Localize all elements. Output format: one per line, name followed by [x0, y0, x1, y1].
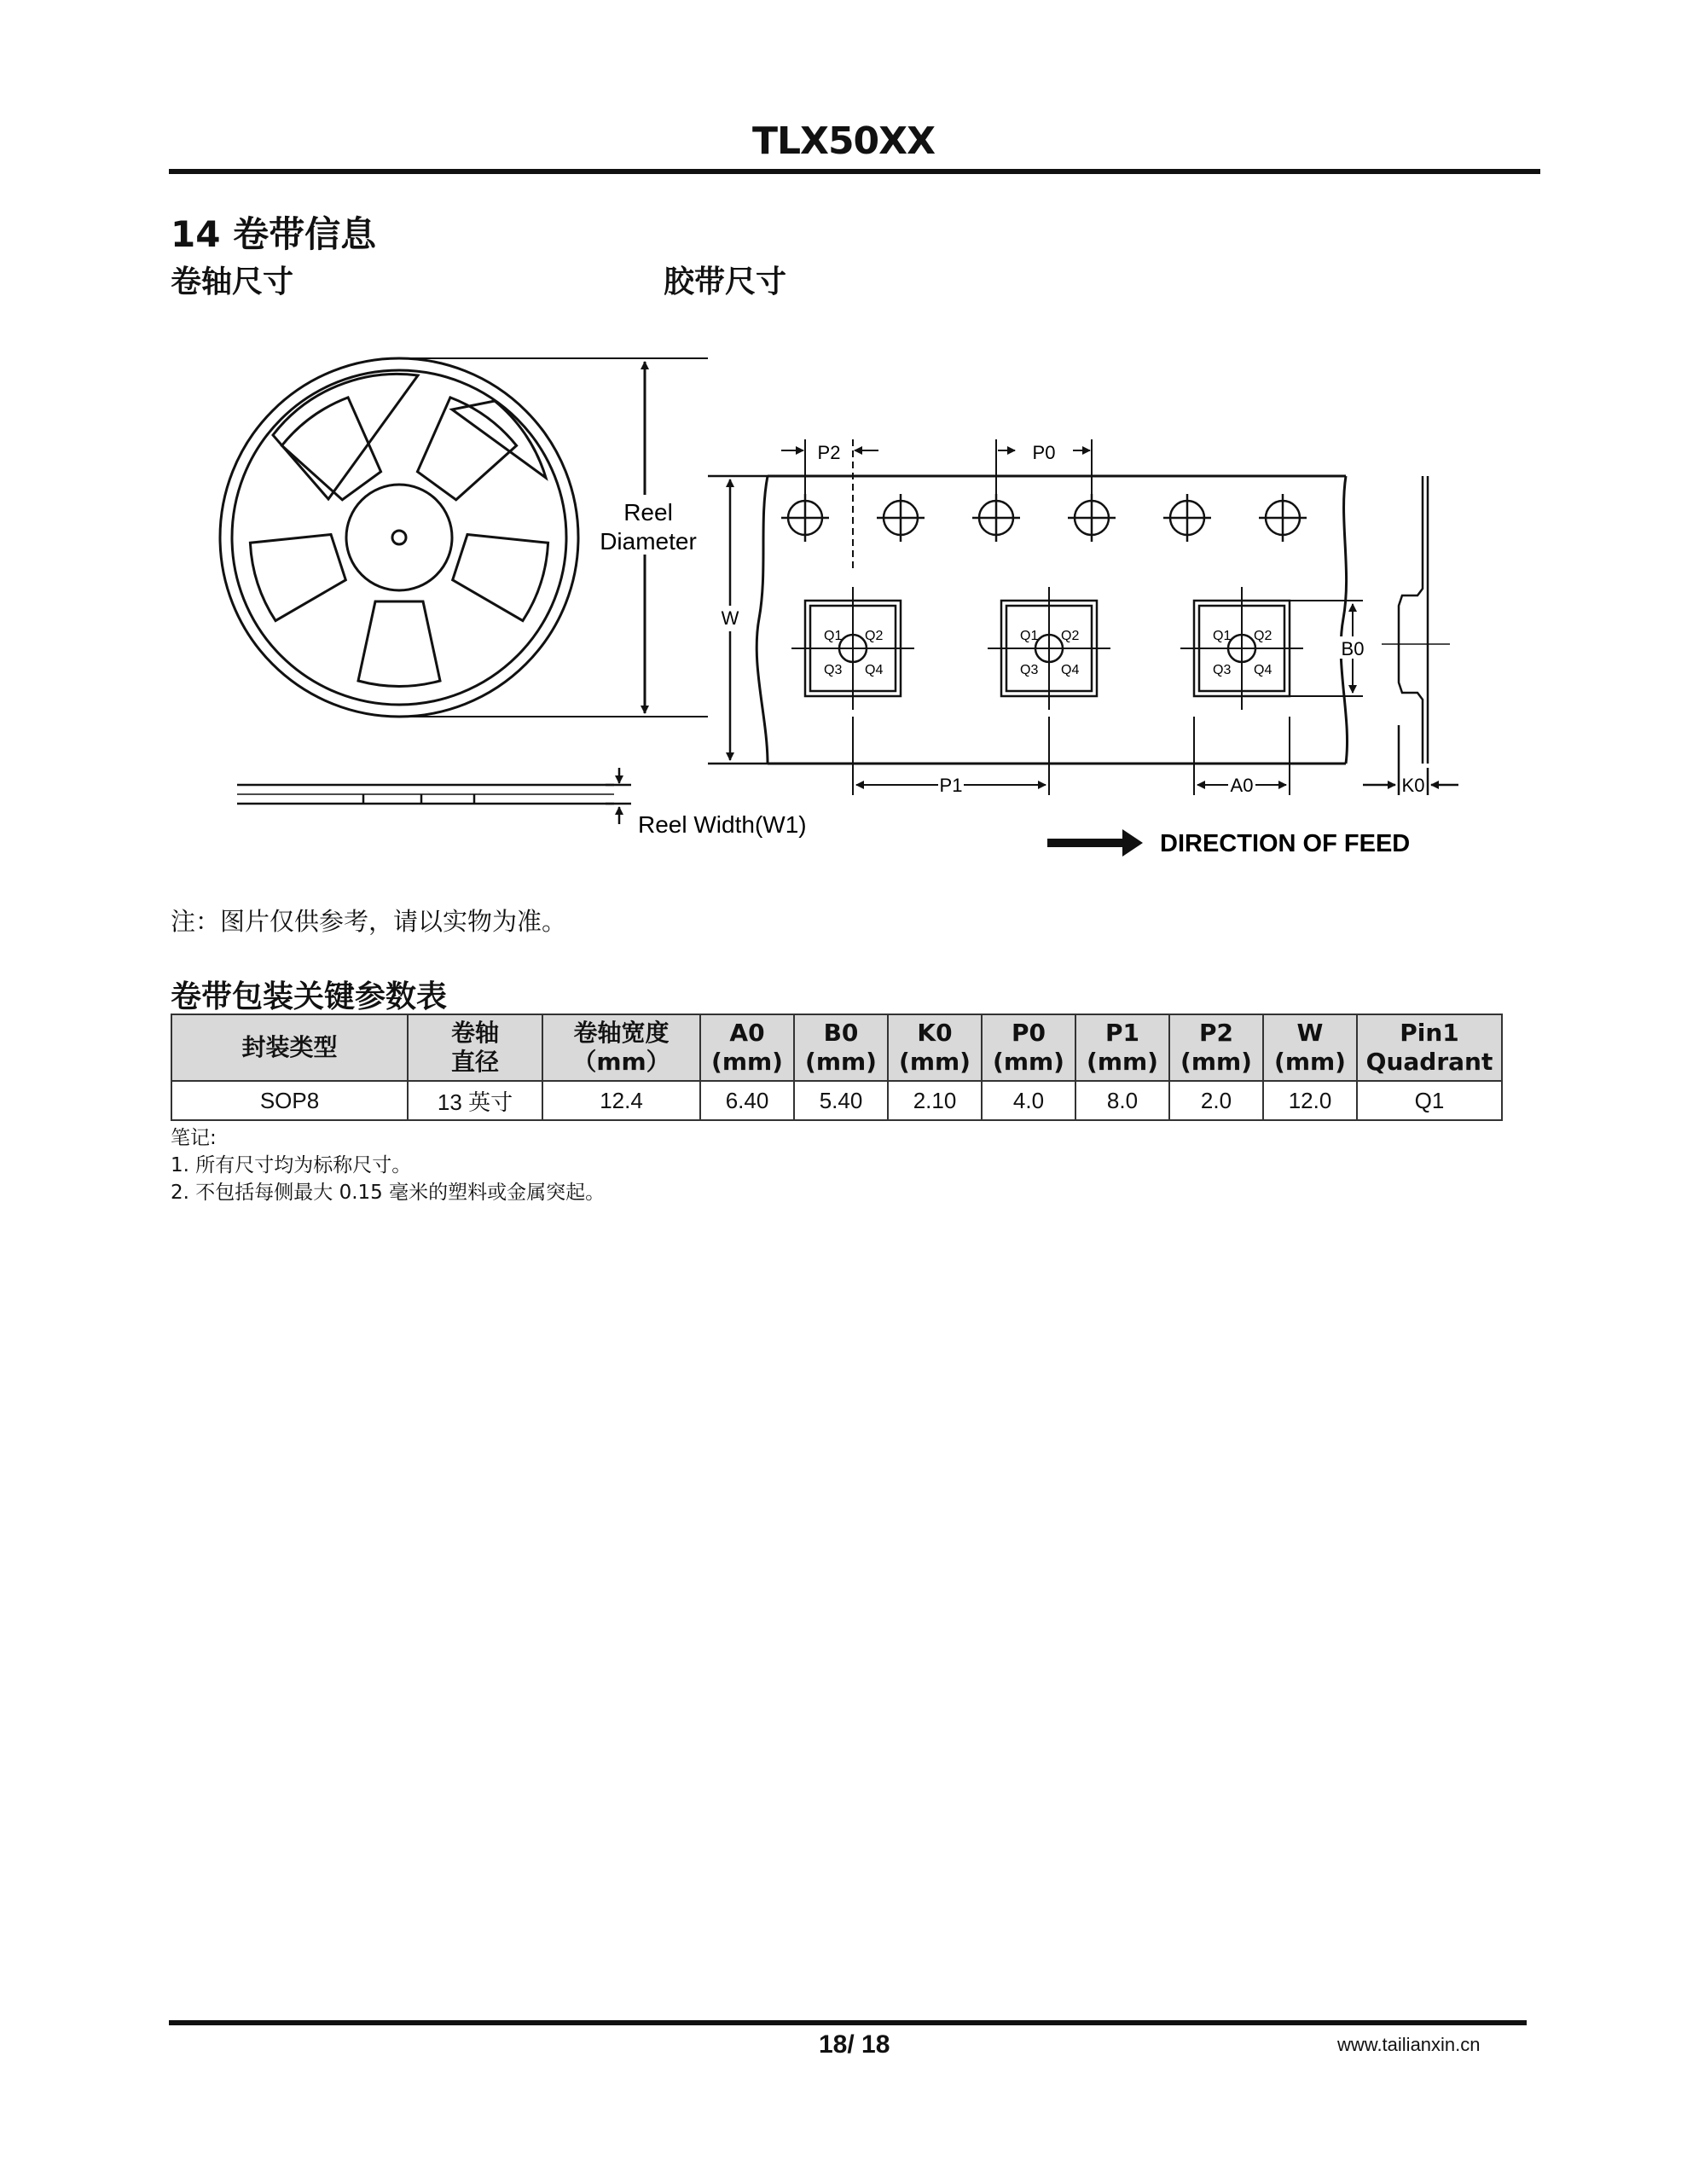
feed-direction-arrow	[1047, 829, 1143, 857]
k0-label: K0	[1401, 775, 1425, 796]
remarks-title: 笔记:	[171, 1127, 217, 1149]
remark-item: 1. 所有尺寸均为标称尺寸。	[171, 1154, 412, 1176]
w-label: W	[721, 607, 739, 629]
footer-rule	[169, 2020, 1527, 2025]
q3-label: Q3	[1213, 663, 1232, 677]
cell-reel-diameter: 13 英寸	[408, 1081, 542, 1120]
reel-side-view	[237, 768, 631, 824]
table-header-row	[171, 1014, 1502, 1081]
remarks	[171, 1124, 605, 1206]
table-row	[171, 1081, 1502, 1120]
header-package-type: 封装类型	[171, 1014, 408, 1081]
q3-label: Q3	[1020, 663, 1039, 677]
cell-w: 12.0	[1263, 1081, 1357, 1120]
tape-reel-diagram	[171, 324, 1501, 870]
reel-width-label: Reel Width(W1)	[638, 811, 807, 838]
q4-label: Q4	[1254, 663, 1272, 677]
q1-label: Q1	[824, 629, 843, 643]
reel-diameter-label-2: Diameter	[600, 528, 697, 555]
cell-a0: 6.40	[700, 1081, 794, 1120]
p0-label: P0	[1032, 442, 1056, 463]
cell-k0: 2.10	[888, 1081, 982, 1120]
remark-item: 2. 不包括每侧最大 0.15 毫米的塑料或金属突起。	[171, 1182, 606, 1204]
cell-package-type: SOP8	[171, 1081, 408, 1120]
header-p1: P1 (mm)	[1075, 1014, 1169, 1081]
header-p0: P0 (mm)	[982, 1014, 1075, 1081]
header-w: W (mm)	[1263, 1014, 1357, 1081]
section-heading: 14 卷带信息	[171, 213, 377, 255]
b0-label: B0	[1341, 638, 1365, 659]
tape-side-profile	[1363, 476, 1458, 795]
q1-label: Q1	[1020, 629, 1039, 643]
document-title: TLX50XX	[751, 119, 936, 163]
cell-p0: 4.0	[982, 1081, 1075, 1120]
p1-label: P1	[939, 775, 963, 796]
component-pockets	[791, 587, 1303, 710]
cell-p2: 2.0	[1169, 1081, 1263, 1120]
reel-drawing	[220, 358, 578, 717]
page-number: 18/ 18	[819, 2030, 890, 2059]
q4-label: Q4	[1061, 663, 1080, 677]
quadrant-labels	[824, 629, 1272, 677]
cell-p1: 8.0	[1075, 1081, 1169, 1120]
q4-label: Q4	[865, 663, 884, 677]
header-p2: P2 (mm)	[1169, 1014, 1263, 1081]
q1-label: Q1	[1213, 629, 1232, 643]
table-title: 卷带包装关键参数表	[171, 979, 448, 1014]
sprocket-holes	[781, 494, 1307, 542]
carrier-tape	[757, 476, 1347, 764]
cell-pin1-quadrant: Q1	[1357, 1081, 1502, 1120]
tape-reel-parameters-table	[171, 1014, 1503, 1121]
q2-label: Q2	[865, 629, 884, 643]
header-k0: K0 (mm)	[888, 1014, 982, 1081]
q2-label: Q2	[1254, 629, 1272, 643]
header-reel-diameter: 卷轴 直径	[408, 1014, 542, 1081]
header-b0: B0 (mm)	[794, 1014, 888, 1081]
p2-label: P2	[817, 442, 841, 463]
cell-b0: 5.40	[794, 1081, 888, 1120]
header-reel-width: 卷轴宽度 （mm）	[542, 1014, 700, 1081]
reel-diameter-label: Reel	[623, 499, 673, 526]
a0-label: A0	[1230, 775, 1254, 796]
feed-direction-label: DIRECTION OF FEED	[1160, 830, 1411, 857]
website-url: www.tailianxin.cn	[1337, 2034, 1481, 2055]
q2-label: Q2	[1061, 629, 1080, 643]
cell-reel-width: 12.4	[542, 1081, 700, 1120]
q3-label: Q3	[824, 663, 843, 677]
header-a0: A0 (mm)	[700, 1014, 794, 1081]
tape-dimensions-label: 胶带尺寸	[664, 264, 787, 299]
header-pin1-quadrant: Pin1 Quadrant	[1357, 1014, 1502, 1081]
image-disclaimer-note: 注：图片仅供参考，请以实物为准。	[171, 907, 567, 936]
pitch-dimensions-bottom	[853, 717, 1290, 795]
header-rule	[169, 169, 1540, 174]
reel-dimensions-label: 卷轴尺寸	[171, 264, 294, 299]
